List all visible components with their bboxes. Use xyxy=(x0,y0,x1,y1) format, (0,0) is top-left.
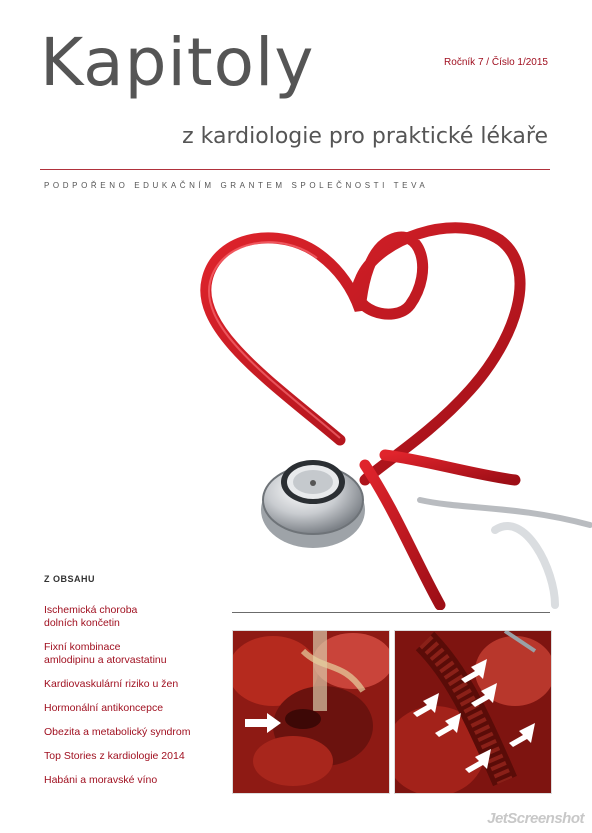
magazine-subtitle: z kardiologie pro praktické lékaře xyxy=(182,124,548,149)
toc-item[interactable]: Top Stories z kardiologie 2014 xyxy=(44,750,185,762)
section-divider xyxy=(232,612,550,613)
toc-item[interactable]: Ischemická choroba dolních končetin xyxy=(44,604,138,629)
toc-item[interactable]: Obezita a metabolický syndrom xyxy=(44,726,191,738)
grant-line: PODPOŘENO EDUKAČNÍM GRANTEM SPOLEČNOSTI TEVA xyxy=(44,181,429,190)
toc-item[interactable]: Hormonální antikoncepce xyxy=(44,702,164,714)
magazine-title: Kapitoly xyxy=(40,24,315,101)
header-divider xyxy=(40,169,550,170)
issue-number: Ročník 7 / Číslo 1/2015 xyxy=(444,57,548,68)
toc-item[interactable]: Kardiovaskulární riziko u žen xyxy=(44,678,179,690)
table-of-contents xyxy=(44,604,224,798)
toc-heading: Z OBSAHU xyxy=(44,574,95,584)
toc-item[interactable]: Fixní kombinace amlodipinu a atorvastatinu xyxy=(44,641,167,666)
stethoscope-heart-image xyxy=(195,210,592,610)
toc-item[interactable]: Habáni a moravské víno xyxy=(44,774,158,786)
watermark: JetScreenshot xyxy=(487,810,584,827)
surgery-photo-left xyxy=(232,630,390,794)
surgery-photo-right xyxy=(394,630,552,794)
